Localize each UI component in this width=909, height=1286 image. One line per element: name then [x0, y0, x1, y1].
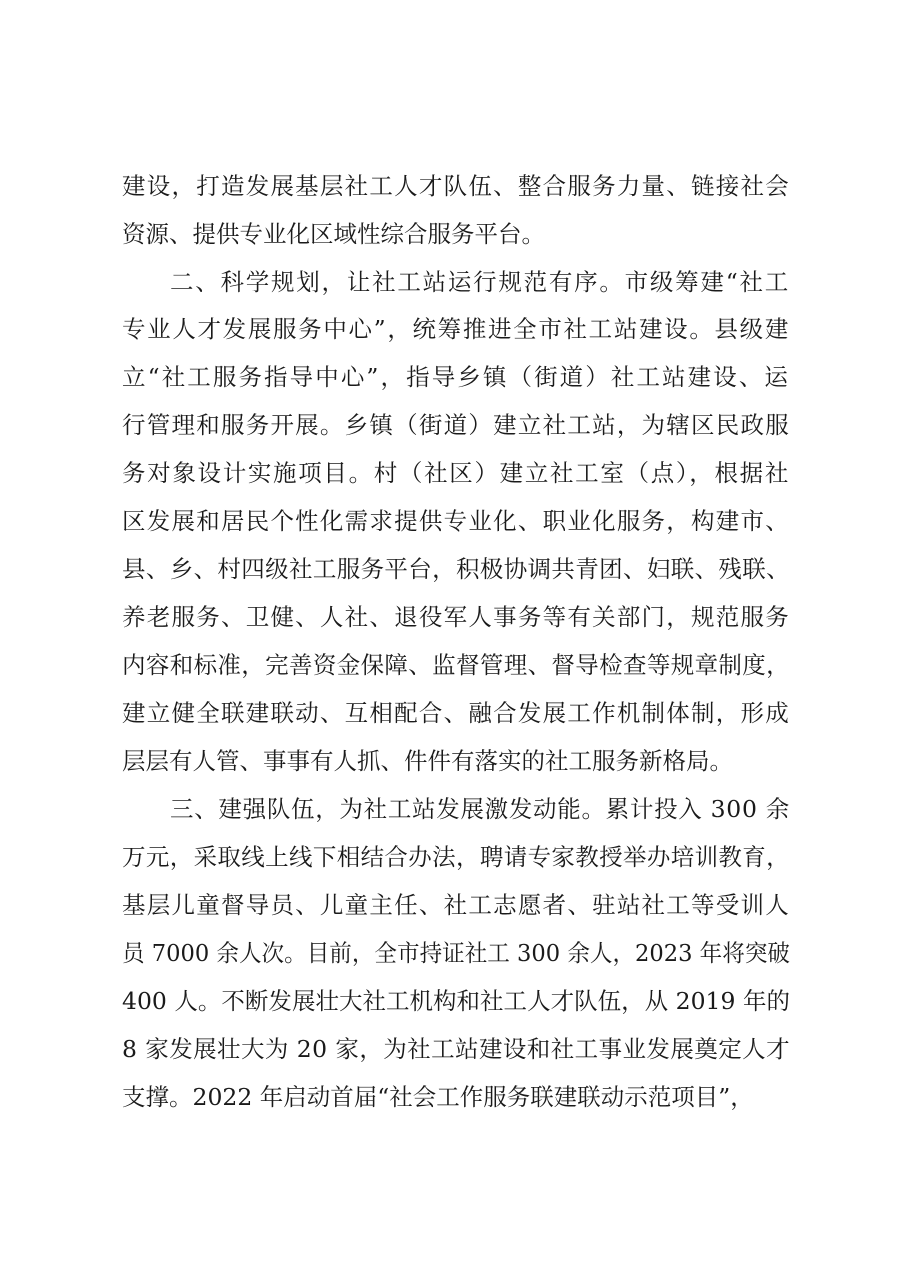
- text-line: [0, 695, 909, 731]
- text-line: [0, 1031, 909, 1067]
- line-text: 建设，打造发展基层社工人才队伍、整合服务力量、链接社会: [122, 172, 790, 200]
- text-line: [0, 599, 909, 635]
- line-text: 行管理和服务开展。乡镇（街道）建立社工站，为辖区民政服: [122, 411, 790, 439]
- text-line: [0, 311, 909, 347]
- paragraph-first-line: [0, 791, 909, 827]
- line-text: 支撑。2022 年启动首届“社会工作服务联建联动示范项目”，: [122, 1083, 754, 1111]
- line-text: 员 7000 余人次。目前，全市持证社工 300 余人，2023 年将突破: [122, 939, 790, 967]
- text-line: [0, 455, 909, 491]
- line-text: 县、乡、村四级社工服务平台，积极协调共青团、妇联、残联、: [122, 555, 790, 583]
- text-line: [0, 1079, 909, 1115]
- text-line: [0, 168, 909, 204]
- line-text: 务对象设计实施项目。村（社区）建立社工室（点），根据社: [122, 459, 790, 487]
- line-text: 建立健全联建联动、互相配合、融合发展工作机制体制，形成: [122, 699, 790, 727]
- line-text: 万元，采取线上线下相结合办法，聘请专家教授举办培训教育，: [122, 843, 790, 871]
- text-line: [0, 743, 909, 779]
- line-text: 内容和标准，完善资金保障、监督管理、督导检查等规章制度，: [122, 651, 790, 679]
- text-line: [0, 983, 909, 1019]
- text-line: [0, 647, 909, 683]
- line-text: 8 家发展壮大为 20 家，为社工站建设和社工事业发展奠定人才: [122, 1035, 790, 1063]
- line-text: 层层有人管、事事有人抓、件件有落实的社工服务新格局。: [122, 747, 733, 775]
- line-text: 资源、提供专业化区域性综合服务平台。: [122, 220, 545, 248]
- line-text: 立“社工服务指导中心”，指导乡镇（街道）社工站建设、运: [122, 363, 790, 391]
- line-text: 二、科学规划，让社工站运行规范有序。市级筹建“社工: [170, 268, 790, 296]
- text-line: [0, 551, 909, 587]
- text-line: [0, 935, 909, 971]
- line-text: 区发展和居民个性化需求提供专业化、职业化服务，构建市、: [122, 507, 790, 535]
- text-line: [0, 359, 909, 395]
- paragraph-first-line: [0, 264, 909, 300]
- line-text: 养老服务、卫健、人社、退役军人事务等有关部门，规范服务: [122, 603, 790, 631]
- text-line: [0, 503, 909, 539]
- text-line: [0, 887, 909, 923]
- text-line: [0, 216, 909, 252]
- line-text: 400 人。不断发展壮大社工机构和社工人才队伍，从 2019 年的: [122, 987, 790, 1015]
- line-text: 基层儿童督导员、儿童主任、社工志愿者、驻站社工等受训人: [122, 891, 790, 919]
- text-line: [0, 839, 909, 875]
- line-text: 专业人才发展服务中心”，统筹推进全市社工站建设。县级建: [122, 315, 790, 343]
- text-line: [0, 407, 909, 443]
- line-text: 三、建强队伍，为社工站发展激发动能。累计投入 300 余: [170, 795, 790, 823]
